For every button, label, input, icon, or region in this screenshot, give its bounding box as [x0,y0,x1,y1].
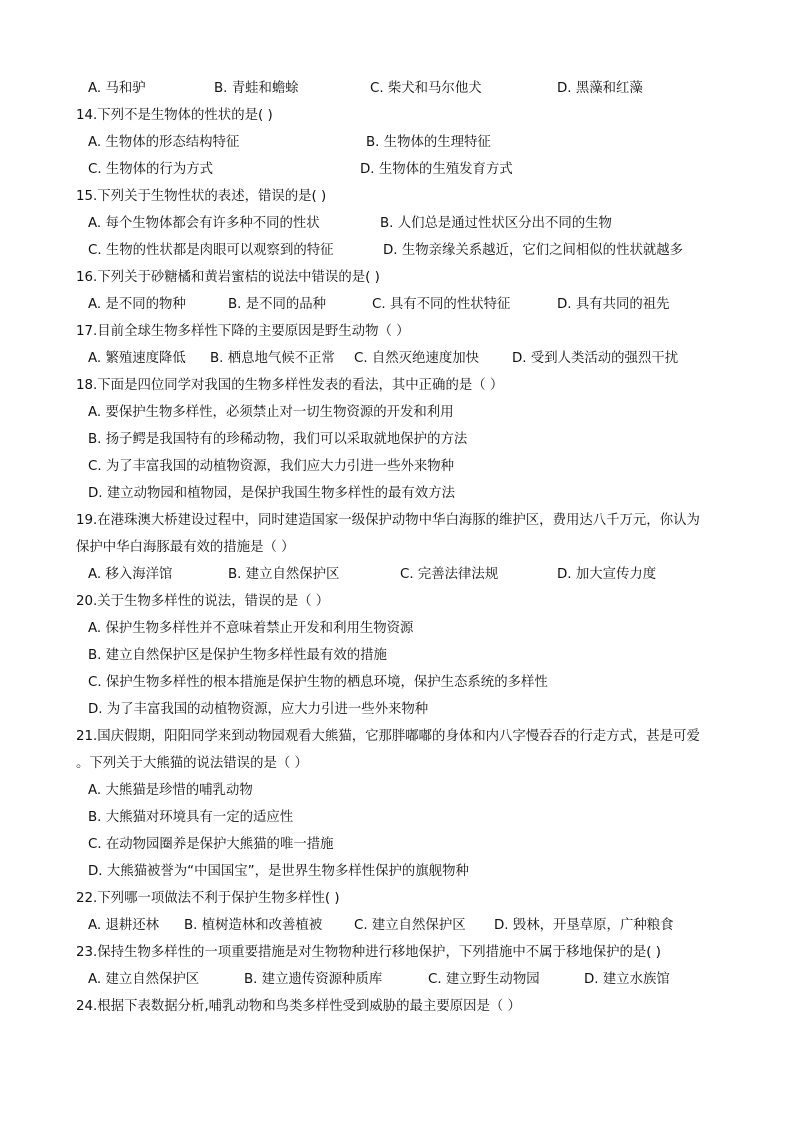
question-number: 18. [76,378,98,393]
option-c: C. 生物的性状都是肉眼可以观察到的特征 [88,243,334,258]
option-a: A. 生物体的形态结构特征 [88,135,240,150]
option-b: B. 人们总是通过性状区分出不同的生物 [380,216,612,231]
option-b: B. 建立自然保护区是保护生物多样性最有效的措施 [88,648,387,663]
option-b: B. 青蛙和蟾蜍 [214,81,299,96]
option-b: B. 栖息地气候不正常 [210,351,335,366]
question-text: 下列关于生物性状的表述，错误的是( ) [97,189,327,204]
q14-options-row2 [88,159,738,181]
q15-options-row1 [88,213,738,235]
option-a: A. 退耕还林 [88,918,159,933]
q18-option-c [88,456,738,478]
question-22-stem [76,888,726,910]
option-d: D. 加大宣传力度 [557,567,657,582]
option-b: B. 建立自然保护区 [228,567,340,582]
question-number: 24. [76,999,98,1014]
question-text: 下列不是生物体的性状的是( ) [97,108,273,123]
option-d: D. 为了丰富我国的动植物资源，应大力引进一些外来物种 [88,702,429,717]
question-text: 国庆假期，阳阳同学来到动物园观看大熊猫，它那胖嘟嘟的身体和内八字慢吞吞的行走方式，甚是可爱 [97,729,700,744]
question-number: 14. [76,108,98,123]
option-c: C. 具有不同的性状特征 [372,297,511,312]
q14-options-row1 [88,132,738,154]
option-c: C. 柴犬和马尔他犬 [370,81,482,96]
question-number: 16. [76,270,98,285]
question-23-stem [76,942,726,964]
q17-options [88,348,738,370]
option-a: A. 要保护生物多样性，必须禁止对一切生物资源的开发和利用 [88,405,454,420]
option-a: A. 繁殖速度降低 [88,351,186,366]
q21-option-d [88,861,738,883]
q22-options [88,915,738,937]
q18-option-b [88,429,738,451]
q18-option-a [88,402,738,424]
option-c: C. 建立自然保护区 [354,918,466,933]
option-d: D. 毁林，开垦草原，广种粮食 [494,918,674,933]
q16-options [88,294,738,316]
question-20-stem [76,591,726,613]
question-16-stem [76,267,726,289]
question-number: 23. [76,945,98,960]
question-text: 根据下表数据分析,哺乳动物和鸟类多样性受到威胁的最主要原因是（ ） [97,999,521,1014]
question-21-stem-continued [76,753,726,775]
question-number: 15. [76,189,98,204]
question-number: 22. [76,891,98,906]
q19-options [88,564,738,586]
question-17-stem [76,321,726,343]
q23-options [88,969,738,991]
option-c: C. 保护生物多样性的根本措施是保护生物的栖息环境，保护生态系统的多样性 [88,675,548,690]
option-a: A. 保护生物多样性并不意味着禁止开发和利用生物资源 [88,621,414,636]
option-d: D. 建立动物园和植物园，是保护我国生物多样性的最有效方法 [88,486,455,501]
question-14-stem [76,105,726,127]
question-text: 在港珠澳大桥建设过程中，同时建造国家一级保护动物中华白海豚的维护区，费用达八千万元，你认为 [97,513,700,528]
option-b: B. 扬子鳄是我国特有的珍稀动物，我们可以采取就地保护的方法 [88,432,468,447]
question-number: 21. [76,729,98,744]
q18-option-d [88,483,738,505]
option-d: D. 黑藻和红藻 [557,81,643,96]
question-number: 17. [76,324,98,339]
question-text: 保持生物多样性的一项重要措施是对生物物种进行移地保护，下列措施中不属于移地保护的是( ) [97,945,662,960]
question-19-stem-continued [76,537,726,559]
option-c: C. 在动物园圈养是保护大熊猫的唯一措施 [88,837,334,852]
option-d: D. 生物体的生殖发育方式 [360,162,513,177]
option-a: A. 每个生物体都会有许多种不同的性状 [88,216,320,231]
question-number: 20. [76,594,98,609]
option-b: B. 大熊猫对环境具有一定的适应性 [88,810,294,825]
question-24-stem [76,996,726,1018]
question-15-stem [76,186,726,208]
q20-option-b [88,645,738,667]
q20-option-d [88,699,738,721]
question-text: 下列哪一项做法不利于保护生物多样性( ) [97,891,340,906]
option-b: B. 生物体的生理特征 [366,135,491,150]
option-c: C. 为了丰富我国的动植物资源，我们应大力引进一些外来物种 [88,459,455,474]
option-d: D. 大熊猫被誉为“中国国宝”，是世界生物多样性保护的旗舰物种 [88,864,469,879]
option-a: A. 建立自然保护区 [88,972,200,987]
question-number: 19. [76,513,98,528]
option-c: C. 完善法律法规 [400,567,499,582]
option-b: B. 建立遗传资源种质库 [244,972,383,987]
option-d: D. 生物亲缘关系越近，它们之间相似的性状就越多 [383,243,684,258]
option-a: A. 移入海洋馆 [88,567,173,582]
option-d: D. 受到人类活动的强烈干扰 [512,351,679,366]
question-text-continued: 。下列关于大熊猫的说法错误的是（ ） [76,756,308,771]
q21-option-c [88,834,738,856]
question-text-continued: 保护中华白海豚最有效的措施是（ ） [76,540,295,555]
question-19-stem [76,510,726,532]
option-b: B. 植树造林和改善植被 [184,918,323,933]
question-text: 下面是四位同学对我国的生物多样性发表的看法，其中正确的是（ ） [97,378,504,393]
q20-option-a [88,618,738,640]
option-a: A. 是不同的物种 [88,297,186,312]
option-a: A. 大熊猫是珍惜的哺乳动物 [88,783,253,798]
q20-option-c [88,672,738,694]
question-text: 关于生物多样性的说法，错误的是（ ） [97,594,330,609]
q21-option-b [88,807,738,829]
option-c: C. 生物体的行为方式 [88,162,213,177]
q15-options-row2 [88,240,738,262]
option-d: D. 具有共同的祖先 [557,297,670,312]
q13-options [88,78,738,100]
option-c: C. 建立野生动物园 [428,972,540,987]
question-text: 下列关于砂糖橘和黄岩蜜桔的说法中错误的是( ) [97,270,380,285]
question-18-stem [76,375,726,397]
option-b: B. 是不同的品种 [228,297,327,312]
question-text: 目前全球生物多样性下降的主要原因是野生动物（ ） [97,324,410,339]
option-d: D. 建立水族馆 [584,972,670,987]
question-21-stem [76,726,726,748]
option-c: C. 自然灭绝速度加快 [354,351,479,366]
option-a: A. 马和驴 [88,81,146,96]
q21-option-a [88,780,738,802]
